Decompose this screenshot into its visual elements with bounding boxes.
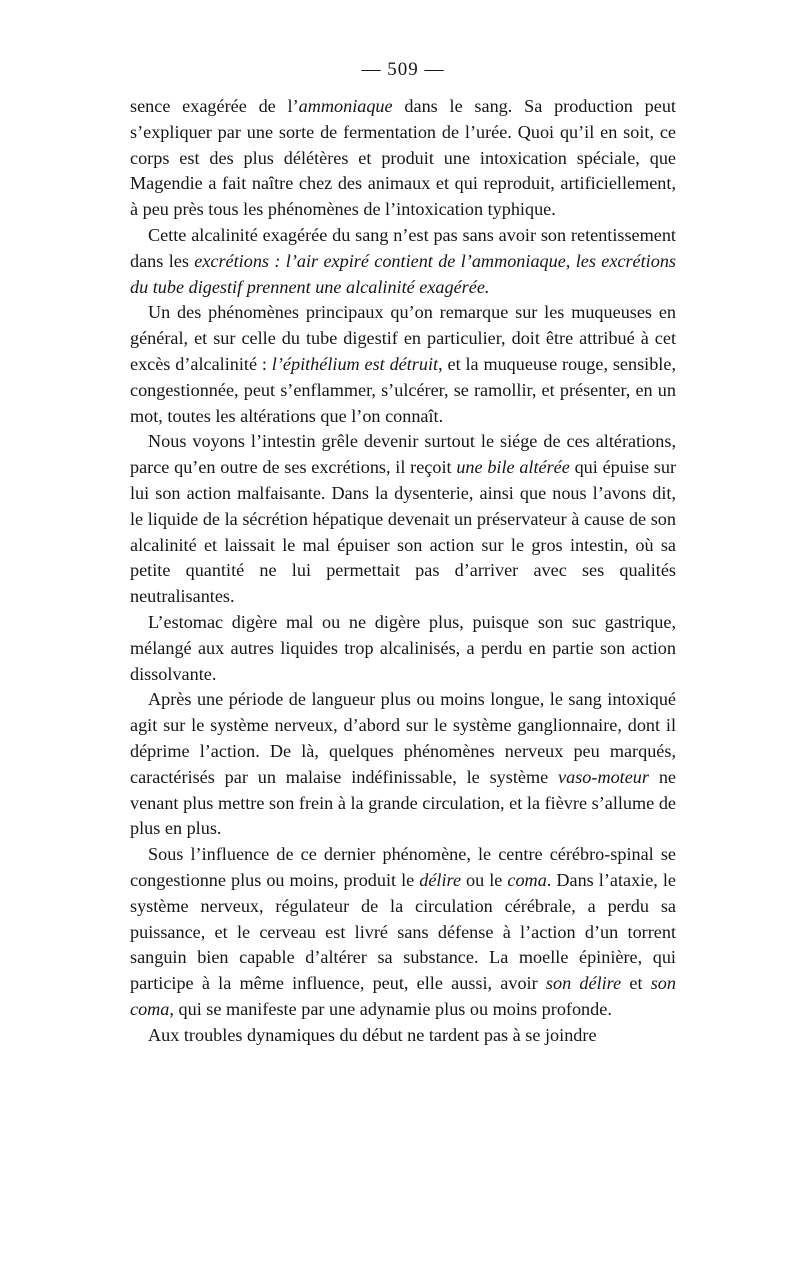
text-run: L’estomac digère mal ou ne digère plus, puisque son suc gastrique, mélangé aux autres liquides trop alcalinisés, a perdu en partie son action dissolvante. <box>130 611 676 684</box>
italic-text: vaso-moteur <box>558 766 649 787</box>
book-page <box>130 52 676 1048</box>
text-run: ou le <box>461 869 508 890</box>
paragraph <box>130 1023 676 1049</box>
text-run: qui épuise sur lui son action malfaisante. Dans la dysenterie, ainsi que nous l’avons dit, le liquide de la sécrétion hépatique devenait un préservateur à cause de son alcalinité et laissait le mal épuiser son action sur le gros intestin, où sa petite quantité ne lui permettait pas d’arriver avec ses qualités neutralisantes. <box>130 457 677 607</box>
text-run: Après une période de langueur plus ou moins longue, le sang intoxiqué agit sur le système nerveux, d’abord sur le système ganglionnaire, dont il déprime l’action. De là, quelques phénomènes nerveux peu marqués, caractérisés par un malaise indéfinissable, le système <box>130 689 676 787</box>
text-run: Nous voyons l’intestin grêle devenir surtout le siége de ces altérations, parce qu’en outre de ses excrétions, il reçoit <box>130 431 676 478</box>
text-run: Cette alcalinité exagérée du sang n’est pas sans avoir son retentissement dans les <box>130 224 676 271</box>
text-run: et <box>621 973 651 994</box>
text-run: sence exagérée de l’ <box>130 96 299 116</box>
text-run: , qui se manifeste par une adynamie plus ou moins profonde. <box>169 998 612 1019</box>
paragraph <box>130 223 676 300</box>
italic-text: délire <box>419 869 462 890</box>
paragraph <box>130 94 676 223</box>
text-run: Aux troubles dynamiques du début ne tardent pas à se joindre <box>148 1024 597 1045</box>
page-number: — 509 — <box>361 59 445 80</box>
text-run: . Dans l’ataxie, le système nerveux, régulateur de la circulation cérébrale, a perdu sa puissance, et le cerveau est livré sans défense à l’action d’un torrent sanguin bien capable d’altérer sa substance. La moelle épinière, qui participe à la même influence, peut, elle aussi, avoir <box>130 869 676 994</box>
text-run: , et la muqueuse rouge, sensible, congestionnée, peut s’enflammer, s’ulcérer, se ramollir, et présenter, en un mot, toutes les altérations que l’on connaît. <box>130 353 676 426</box>
italic-text: ammoniaque <box>298 96 393 116</box>
text-run: ne venant plus mettre son frein à la grande circulation, et la fièvre s’allume de plus en plus. <box>130 766 676 839</box>
paragraph <box>130 300 676 429</box>
text-run: dans le sang. Sa production peut s’expliquer par une sorte de fermentation de l’urée. Quoi qu’il en soit, ce corps est des plus délétères et produit une intoxication spéciale, que Magendie a fait naître chez des animaux et qui reproduit, artificiellement, à peu près tous les phénomènes de l’intoxication typhique. <box>130 96 676 220</box>
paragraph <box>130 429 676 610</box>
italic-text: son délire <box>545 973 622 994</box>
paragraph <box>130 842 676 1023</box>
text-run: Un des phénomènes principaux qu’on remarque sur les muqueuses en général, et sur celle du tube digestif en particulier, doit être attribué à cet excès d’alcalinité : <box>130 302 676 374</box>
paragraph <box>130 610 676 687</box>
paragraph <box>130 687 676 842</box>
italic-text: coma <box>507 869 547 890</box>
body-text <box>130 94 676 1048</box>
italic-text: son coma <box>130 973 676 1019</box>
italic-text: l’épithélium est détruit <box>271 353 439 374</box>
italic-text: excrétions : l’air expiré contient de l’ammoniaque, les excrétions du tube digestif prennent une alcalinité exagérée. <box>130 250 676 297</box>
text-run: Sous l’influence de ce dernier phénomène, le centre cérébro-spinal se congestionne plus ou moins, produit le <box>130 844 676 890</box>
italic-text: une bile altérée <box>456 457 570 478</box>
